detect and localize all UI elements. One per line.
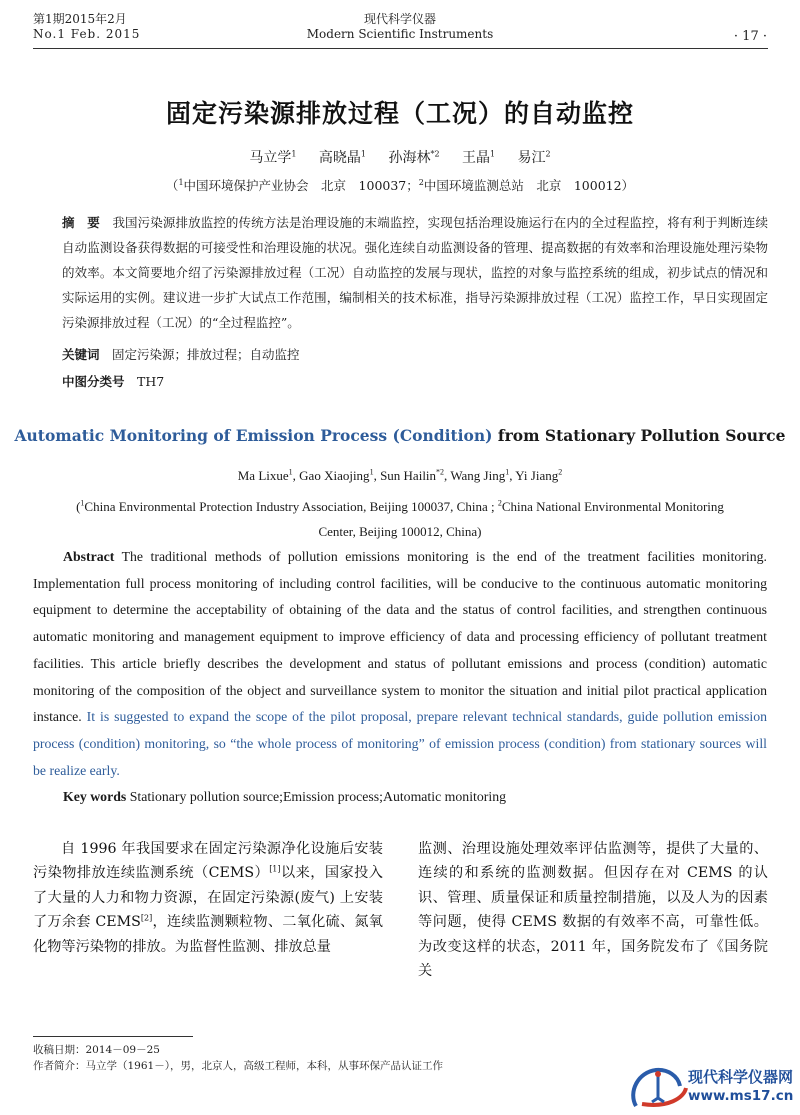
authors-en	[0, 468, 800, 484]
watermark-name: 现代科学仪器网	[688, 1068, 794, 1086]
paper-title-cn: 固定污染源排放过程（工况）的自动监控	[165, 99, 634, 128]
issue-cn: 第1期2015年2月	[33, 12, 127, 26]
affiliation-en: ($^1$China Environmental Protection Industry Association, Beijing 100037, China ; $^2$China National Environmental Monitoring Center, Beijing 100012, China)	[76, 498, 724, 539]
body-column-right: 监测、治理设施处理效率评估监测等，提供了大量的、连续的和系统的监测数据。但因存在对 CEMS 的认识、管理、质量保证和质量控制措施，以及人为的因素等问题，使得 CEMS 数据的有效率不高，可靠性低。为改变这样的状态，2011 年，国务院发布了《国务院关	[418, 841, 768, 980]
keywords-cn-label: 关键词	[62, 347, 100, 362]
author-cn-2: 高晓晶$^1$	[318, 149, 366, 166]
abstract-en	[33, 544, 767, 784]
paper-title-en-part1: Automatic Monitoring of Emission Process (Condition)	[14, 426, 493, 445]
paper-title-en	[0, 426, 800, 445]
abstract-en-text: The traditional methods of pollution emissions monitoring is the end of the treatment facilities monitoring. Implementation full process monitoring of including control facilities, will be conducive to the continuous automatic monitoring equipment to determine the acceptability of obtaining of the data and the status of control facilities, and strengthen continuous automatic monitoring and management equipment to improve efficiency of data and processing efficiency of pollutant treatment facilities. This article briefly describes the development and status of pollutant emissions and process (condition) automatic monitoring of the composition of the object and surveillance system to monitor the situation and initial pilot practical application instance.	[33, 549, 767, 725]
classification-cn-label: 中图分类号	[62, 374, 125, 389]
author-en-1: Ma Lixue$^1$,	[237, 467, 300, 483]
journal-en: Modern Scientific Instruments	[306, 27, 494, 41]
author-cn-4: 王晶$^1$	[462, 149, 496, 166]
keywords-cn-text: 固定污染源；排放过程；自动监控	[112, 347, 300, 362]
author-en-3: Sun Hailin$^{*2}$,	[380, 467, 451, 483]
keywords-en-label: Key words	[63, 789, 127, 804]
abstract-cn-label: 摘 要	[62, 215, 100, 230]
body-column-left: 自 1996 年我国要求在固定污染源净化设施后安装污染物排放连续监测系统（CEMS）[1]以来，国家投入了大量的人力和物力资源，在固定污染源(废气) 上安装了万余套 CEMS[2]，连续监测颗粒物、二氧化硫、氮氧化物等污染物的排放。为监督性监测、排放总量	[33, 841, 383, 955]
abstract-en-highlight: It is suggested to expand the scope of the pilot proposal, prepare relevant technical standards, guide pollution emission process (condition) monitoring, so “the whole process of monitoring” of emission process (condition) from stationary sources will be realize early.	[33, 709, 767, 778]
author-en-4: Wang Jing$^1$,	[450, 467, 516, 483]
journal-name	[0, 12, 800, 42]
affiliation-cn: （$^1$中国环境保护产业协会 北京 100037；$^2$中国环境监测总站 北京 100012）	[165, 177, 635, 193]
abstract-cn-text: 我国污染源排放监控的传统方法是治理设施的末端监控，实现包括治理设施运行在内的全过程监控，将有利于判断连续自动监测设备获得数据的可接受性和治理设施的状况。强化连续自动监测设备的管理、提高数据的有效率和治理设施处理污染物的效率。本文简要地介绍了污染源排放过程（工况）自动监控的发展与现状，监控的对象与监控系统的组成，初步试点的情况和实际运用的实例。建议进一步扩大试点工作范围，编制相关的技术标准，指导污染源排放过程（工况）监控工作，早日实现固定污染源排放过程（工况）的“全过程监控”。	[62, 215, 768, 330]
author-cn-5: 易江$^2$	[517, 149, 551, 166]
footnote-rule	[33, 1036, 193, 1037]
footnote-received: 收稿日期：2014－09－25	[33, 1044, 160, 1056]
keywords-en-text: Stationary pollution source;Emission process;Automatic monitoring	[129, 789, 506, 804]
authors-cn	[0, 147, 800, 167]
author-en-2: Gao Xiaojing$^1$,	[299, 467, 381, 483]
journal-cn: 现代科学仪器	[363, 12, 436, 26]
paper-title-en-part2: from Stationary Pollution Source	[497, 426, 786, 445]
keywords-en	[63, 789, 506, 805]
issue-en: No.1 Feb. 2015	[33, 27, 141, 41]
page-number: · 17 ·	[733, 29, 767, 44]
classification-cn-text: TH7	[137, 374, 165, 389]
header-rule	[33, 48, 768, 49]
author-cn-3: 孙海林$^{*2}$	[388, 149, 440, 166]
classification-cn	[62, 372, 164, 390]
watermark-url: www.ms17.cn	[688, 1088, 794, 1104]
abstract-cn	[62, 210, 768, 335]
keywords-cn	[62, 345, 300, 363]
author-en-5: Yi Jiang$^2$	[515, 467, 563, 483]
footnote-author: 作者简介：马立学（1961－），男，北京人，高级工程师，本科，从事环保产品认证工作	[33, 1060, 443, 1072]
abstract-en-label: Abstract	[63, 549, 115, 564]
author-cn-1: 马立学$^1$	[249, 149, 297, 166]
